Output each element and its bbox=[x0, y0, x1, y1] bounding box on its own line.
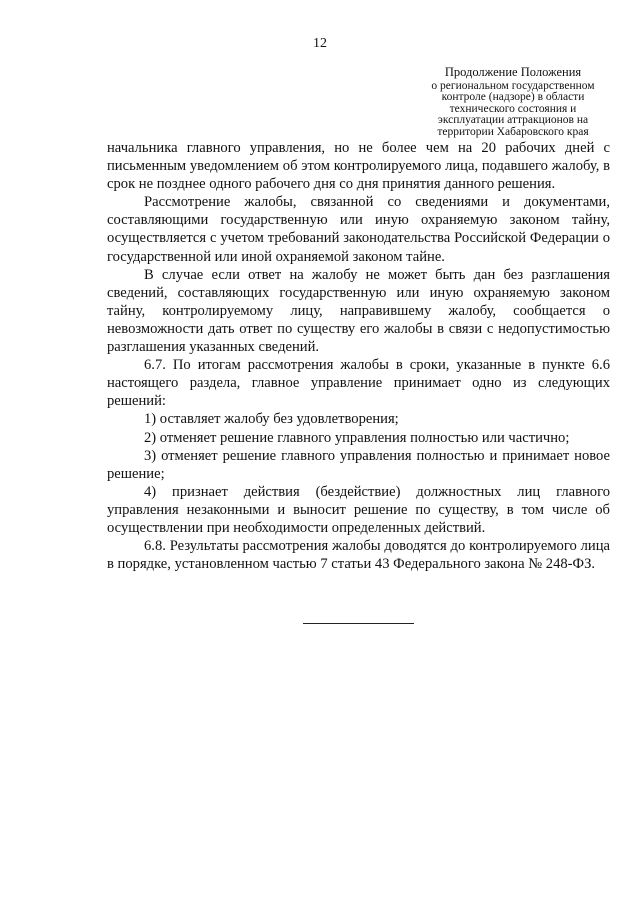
document-header bbox=[414, 65, 612, 138]
paragraph: 6.8. Результаты рассмотрения жалобы доводятся до контролируемого лица в порядке, установленном частью 7 статьи 43 Федерального закона № 248-ФЗ. bbox=[107, 538, 610, 573]
end-divider-line bbox=[303, 623, 414, 624]
header-line: технического состояния и bbox=[449, 102, 577, 115]
document-body bbox=[107, 139, 610, 573]
list-item: 4) признает действия (бездействие) должностных лиц главного управления незаконными и выносит решение по существу, в том числе об осуществлении при необходимости определенных действий. bbox=[107, 483, 610, 536]
list-item: 1) оставляет жалобу без удовлетворения; bbox=[144, 411, 399, 428]
list-item: 3) отменяет решение главного управления полностью и принимает новое решение; bbox=[107, 447, 610, 482]
paragraph: В случае если ответ на жалобу не может быть дан без разглашения сведений, составляющих государственную или иную охраняемую законом тайну, контролируемому лицу, направившему жалобу, сообщается о невозможности дать ответ по существу его жалобы в связи с недопустимостью разглашения указанных сведений. bbox=[107, 266, 610, 356]
paragraph: 6.7. По итогам рассмотрения жалобы в сроки, указанные в пункте 6.6 настоящего раздела, главное управление принимает одно из следующих решений: bbox=[107, 357, 610, 410]
header-line: о региональном государственном bbox=[431, 80, 595, 92]
page-number: 12 bbox=[313, 36, 327, 51]
paragraph: начальника главного управления, но не более чем на 20 рабочих дней с письменным уведомлением об этом контролируемого лица, подавшего жалобу, в срок не позднее одного рабочего дня со дня принятия данного решения. bbox=[107, 140, 610, 193]
list-item: 2) отменяет решение главного управления полностью или частично; bbox=[144, 429, 570, 446]
header-title: Продолжение Положения bbox=[444, 65, 582, 79]
header-line: территории Хабаровского края bbox=[437, 125, 589, 138]
header-line: контроле (надзоре) в области bbox=[441, 91, 585, 104]
paragraph: Рассмотрение жалобы, связанной со сведениями и документами, составляющими государственную или иную охраняемую законом тайну, осуществляется с учетом требований законодательства Российской Федерации о государственной или иной охраняемой законом тайне. bbox=[107, 194, 610, 265]
header-line: эксплуатации аттракционов на bbox=[437, 114, 589, 127]
